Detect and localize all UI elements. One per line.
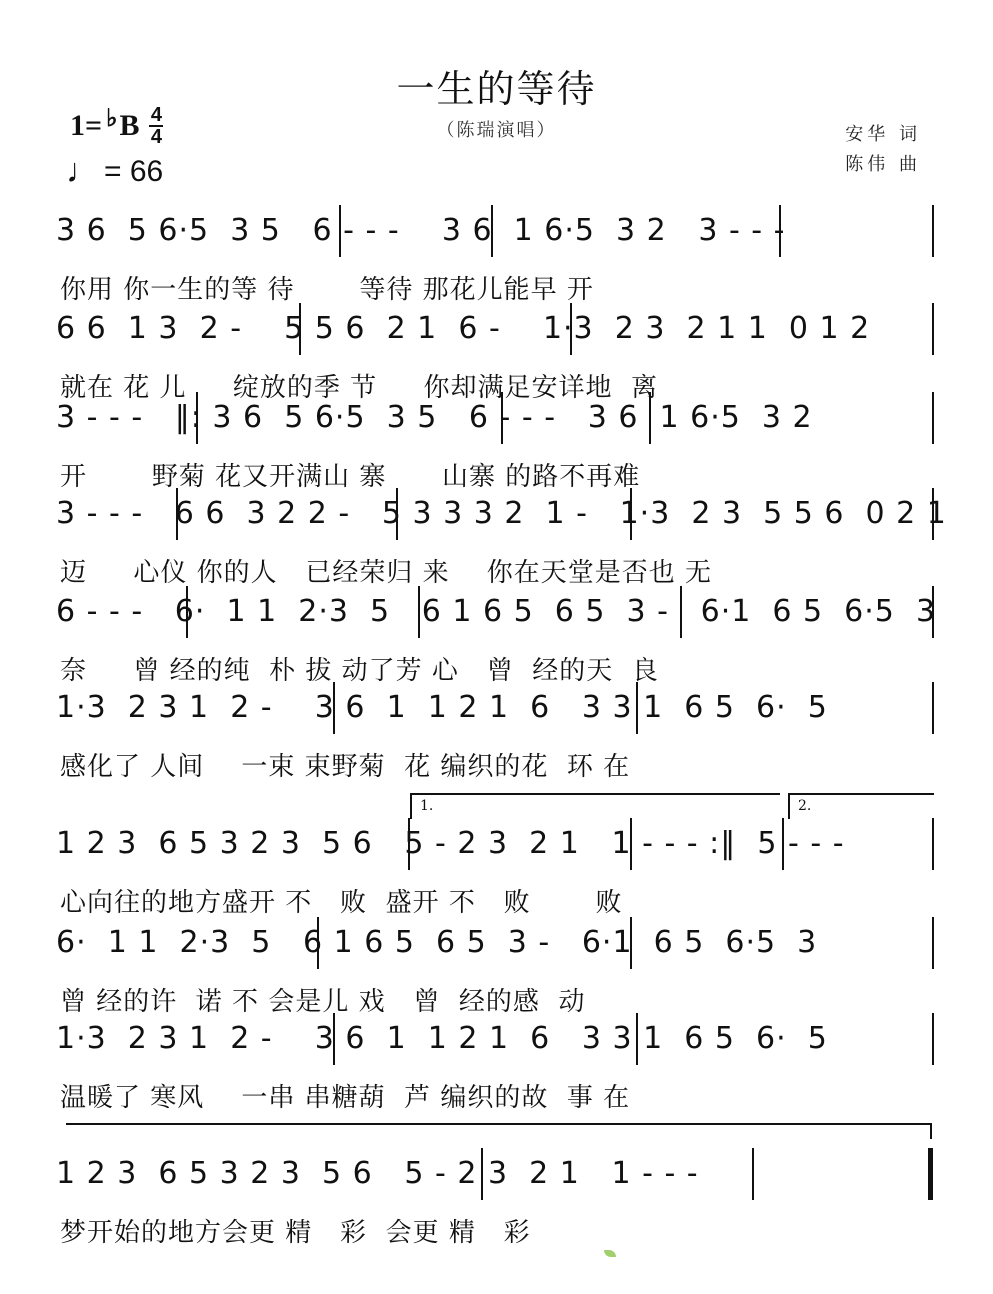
composer-credit: 陈伟 曲 bbox=[845, 154, 921, 175]
section-rule bbox=[66, 1123, 932, 1125]
lyrics-row: 曾 经的许 诺 不 会是儿 戏 曾 经的感 动 bbox=[60, 987, 586, 1017]
barline bbox=[782, 818, 784, 870]
barline bbox=[630, 488, 632, 540]
notes-row bbox=[56, 1148, 938, 1208]
key-tonic: B bbox=[119, 109, 140, 142]
barline bbox=[333, 682, 335, 734]
barline bbox=[408, 818, 410, 870]
notation-text: 6 6 1 3 2 - 5 5 6 2 1 6 - 1·3 2 3 2 1 1 0 1 2 bbox=[56, 311, 871, 346]
notes-row bbox=[56, 818, 938, 878]
barline bbox=[630, 818, 632, 870]
notes-row bbox=[56, 586, 938, 646]
notation-text: 1·3 2 3 1 2 - 3 6 1 1 2 1 6 3 3 1 6 5 6· 5 bbox=[56, 690, 828, 725]
key-prefix: 1= bbox=[70, 109, 103, 142]
barline bbox=[932, 586, 934, 638]
lyrics-row: 心向往的地方盛开 不 败 盛开 不 败 败 bbox=[60, 888, 623, 918]
notation-text: 1·3 2 3 1 2 - 3 6 1 1 2 1 6 3 3 1 6 5 6· 5 bbox=[56, 1021, 828, 1056]
barline bbox=[636, 682, 638, 734]
time-signature-top: 4 bbox=[150, 104, 163, 126]
lyrics-row: 你用 你一生的等 待 等待 那花儿能早 开 bbox=[60, 275, 594, 305]
barline bbox=[932, 917, 934, 969]
notes-row bbox=[56, 1013, 938, 1073]
lyrics-row: 梦开始的地方会更 精 彩 会更 精 彩 bbox=[60, 1218, 531, 1248]
lyrics-row: 开 野菊 花又开满山 寨 山寨 的路不再难 bbox=[60, 462, 641, 492]
singer-credit: （陈瑞演唱） bbox=[436, 120, 557, 141]
barline bbox=[680, 586, 682, 638]
barline bbox=[339, 205, 341, 257]
barline bbox=[176, 488, 178, 540]
time-signature-bottom: 4 bbox=[150, 126, 163, 148]
barline bbox=[481, 1148, 483, 1200]
time-signature bbox=[149, 106, 163, 146]
notes-row bbox=[56, 682, 938, 742]
song-title: 一生的等待 bbox=[396, 67, 597, 111]
quarter-note-icon: ♩ bbox=[66, 152, 100, 190]
barline bbox=[299, 303, 301, 355]
barline bbox=[630, 917, 632, 969]
notation-text: 1 2 3 6 5 3 2 3 5 6 5 - 2 3 2 1 1 - - - :‖ 5 - - - bbox=[56, 826, 845, 861]
key-signature bbox=[70, 106, 163, 146]
barline bbox=[333, 1013, 335, 1065]
tempo-marking bbox=[66, 152, 163, 191]
lyrics-row: 就在 花 儿 绽放的季 节 你却满足安详地 离 bbox=[60, 373, 658, 403]
barline bbox=[491, 205, 493, 257]
notes-row bbox=[56, 303, 938, 363]
lyrics-row: 奈 曾 经的纯 朴 拔 动了芳 心 曾 经的天 良 bbox=[60, 656, 659, 686]
barline bbox=[501, 392, 503, 444]
second-ending-label: 2. bbox=[798, 798, 812, 814]
lyrics-row: 温暖了 寒风 一串 串糖葫 芦 编织的故 事 在 bbox=[60, 1083, 631, 1113]
tempo-value: = 66 bbox=[104, 154, 164, 188]
notes-row bbox=[56, 917, 938, 977]
notation-text: 6· 1 1 2·3 5 6 1 6 5 6 5 3 - 6·1 6 5 6·5 3 bbox=[56, 925, 818, 960]
barline bbox=[649, 392, 651, 444]
barline bbox=[186, 586, 188, 638]
barline bbox=[932, 205, 934, 257]
barline bbox=[932, 488, 934, 540]
barline bbox=[636, 1013, 638, 1065]
barline bbox=[752, 1148, 754, 1200]
barline bbox=[932, 818, 934, 870]
section-rule-end bbox=[930, 1123, 932, 1139]
flat-icon: ♭ bbox=[106, 105, 118, 132]
final-barline bbox=[928, 1148, 933, 1200]
notation-text: 1 2 3 6 5 3 2 3 5 6 5 - 2 3 2 1 1 - - - bbox=[56, 1156, 699, 1191]
barline bbox=[932, 682, 934, 734]
barline bbox=[932, 1013, 934, 1065]
notation-text: 3 6 5 6·5 3 5 6 - - - 3 6 1 6·5 3 2 3 - - - bbox=[56, 213, 786, 248]
barline bbox=[932, 303, 934, 355]
barline bbox=[779, 205, 781, 257]
lyrics-row: 迈 心仪 你的人 已经荣归 来 你在天堂是否也 无 bbox=[60, 558, 712, 588]
barline bbox=[396, 488, 398, 540]
barline bbox=[196, 392, 198, 444]
notation-text: 3 - - - ‖: 3 6 5 6·5 3 5 6 - - - 3 6 1 6·5 3 2 bbox=[56, 400, 813, 435]
lyricist-credit: 安华 词 bbox=[845, 124, 921, 145]
notation-text: 6 - - - 6· 1 1 2·3 5 6 1 6 5 6 5 3 - 6·1 6 5 6·5 3 bbox=[56, 594, 937, 629]
first-ending-bracket bbox=[410, 793, 780, 819]
notes-row bbox=[56, 205, 938, 265]
lyrics-row: 感化了 人间 一束 束野菊 花 编织的花 环 在 bbox=[60, 752, 631, 782]
leaf-icon bbox=[604, 1250, 616, 1257]
barline bbox=[570, 303, 572, 355]
barline bbox=[317, 917, 319, 969]
barline bbox=[418, 586, 420, 638]
notes-row bbox=[56, 392, 938, 452]
second-ending-bracket bbox=[788, 793, 934, 819]
notes-row bbox=[56, 488, 947, 548]
barline bbox=[932, 392, 934, 444]
first-ending-label: 1. bbox=[420, 798, 434, 814]
notation-text: 3 - - - 6 6 3 2 2 - 5 3 3 3 2 1 - 1·3 2 3 5 5 6 0 2 1 bbox=[56, 496, 947, 531]
